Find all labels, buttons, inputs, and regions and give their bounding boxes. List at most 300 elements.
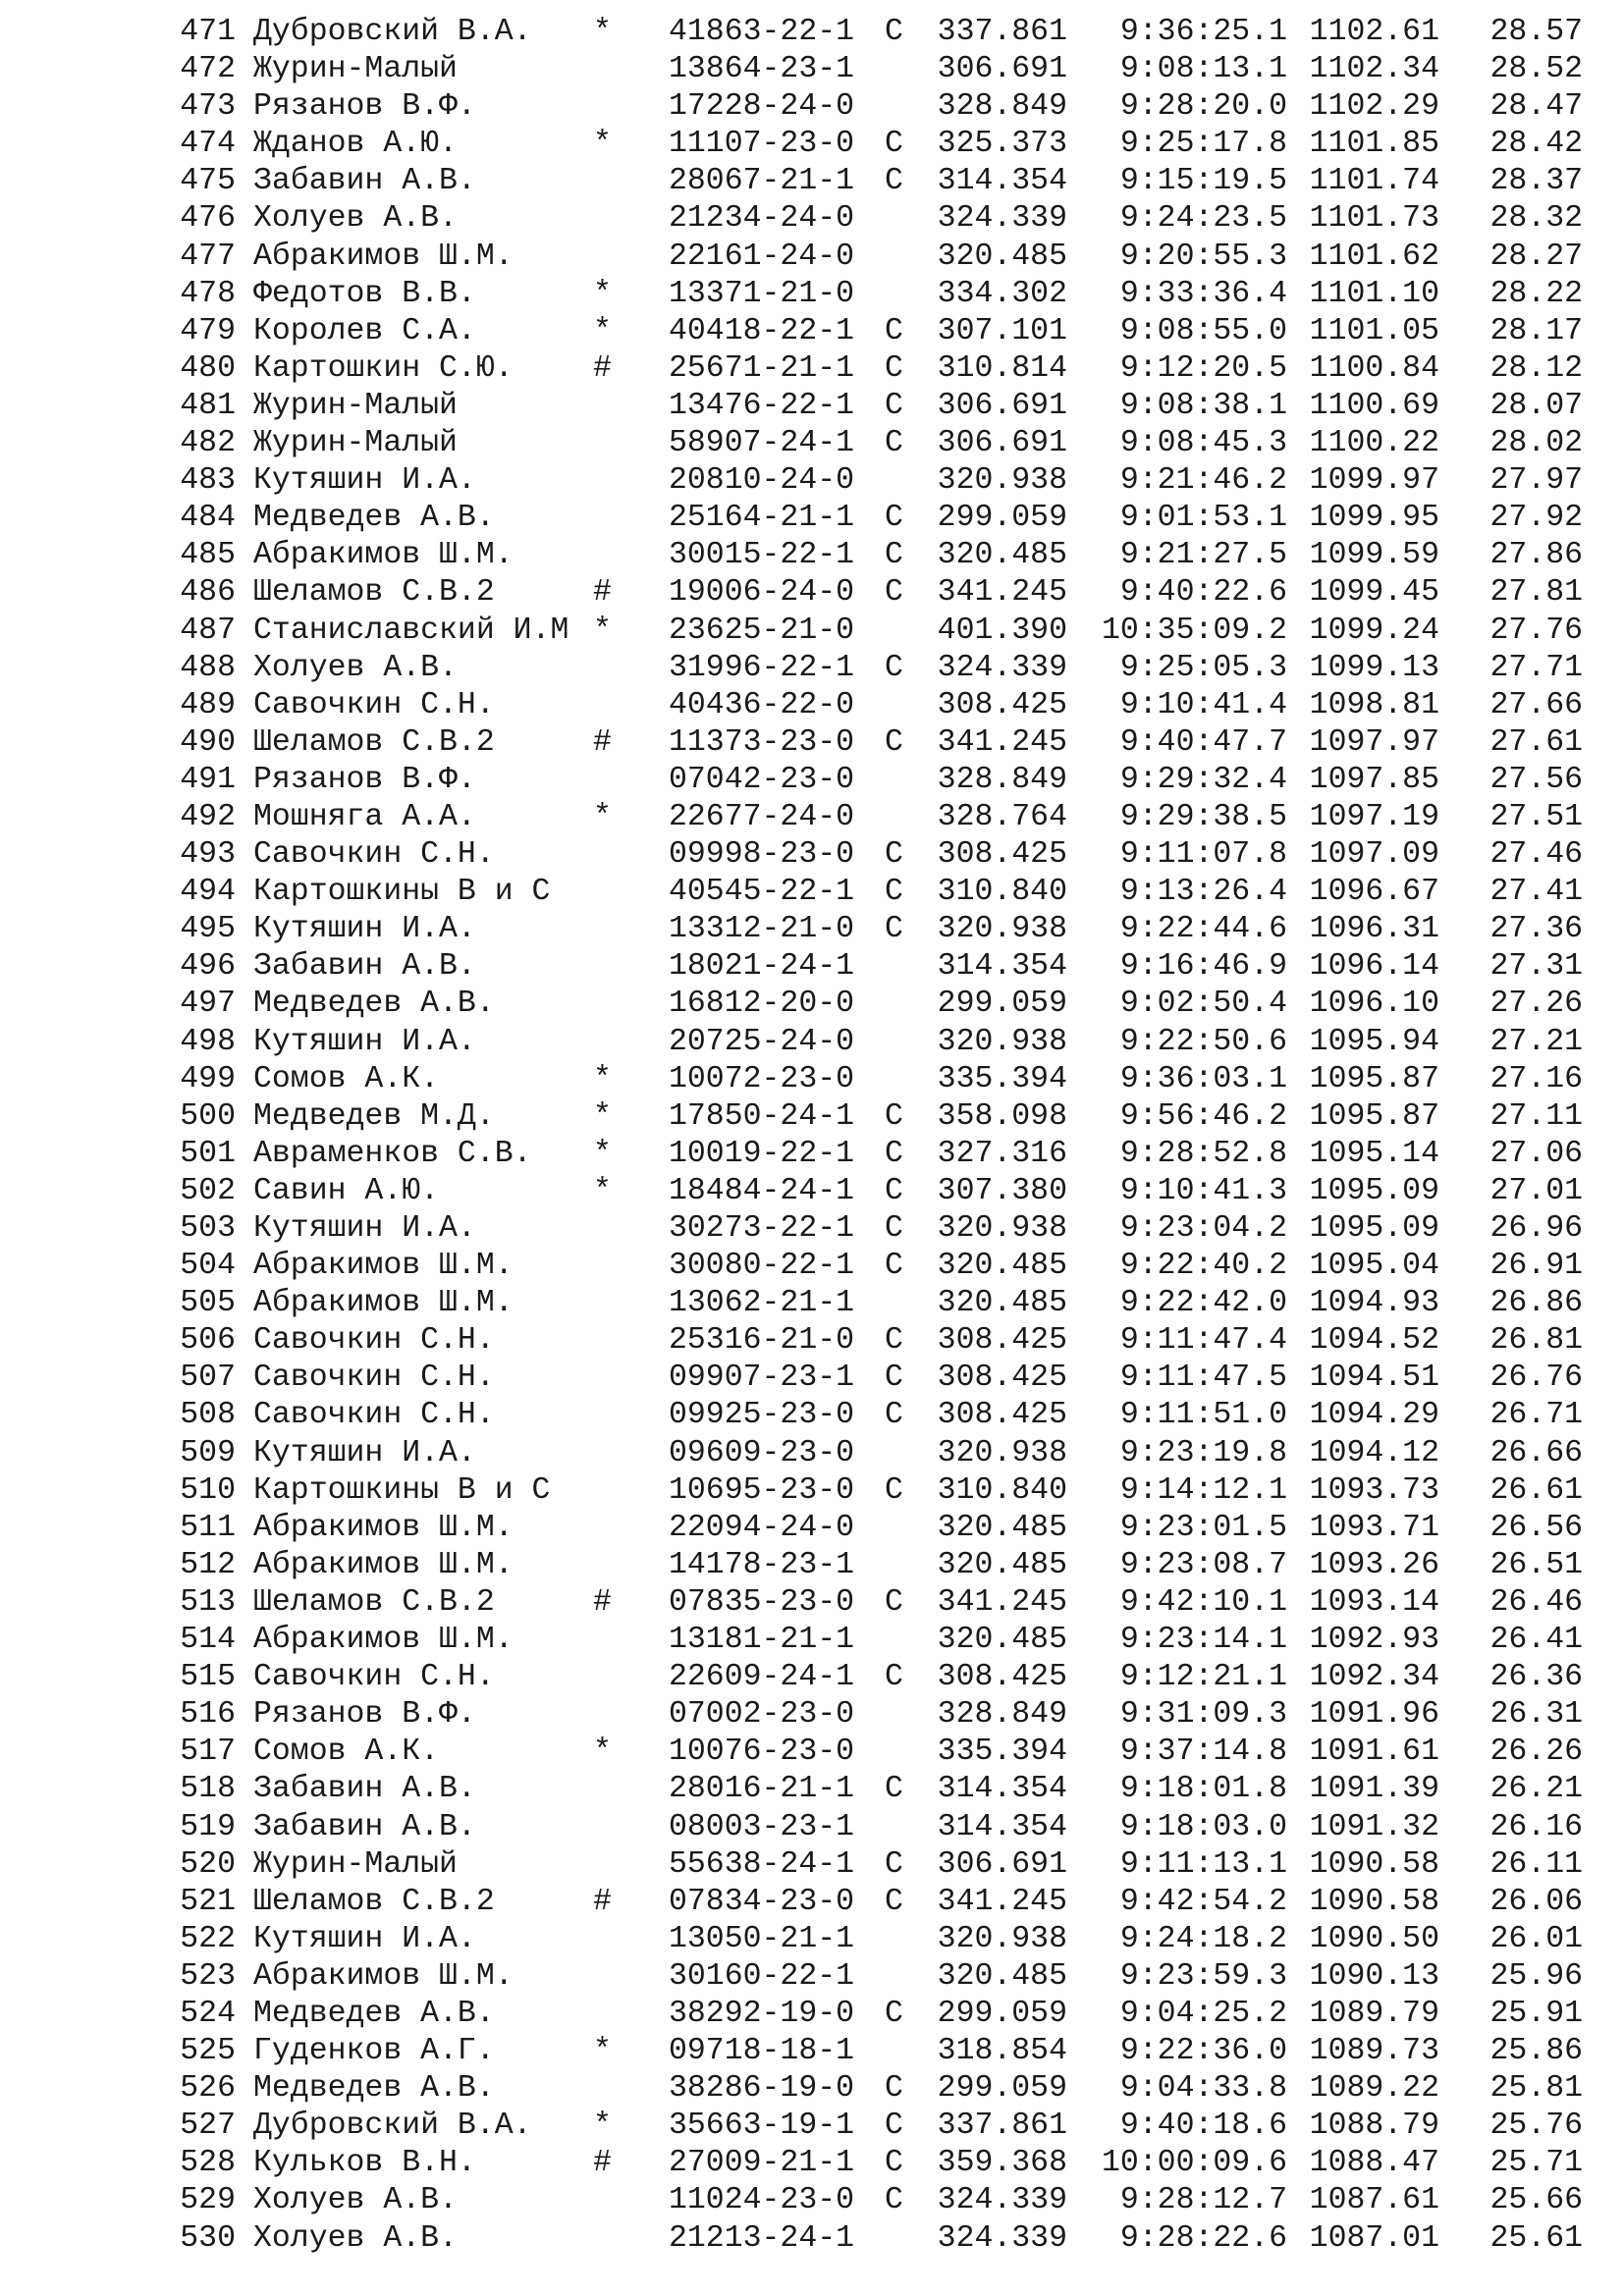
row-number: 530 — [180, 2220, 236, 2256]
table-row — [0, 1136, 1624, 1173]
arrival-time: 9:23:19.8 — [1119, 1435, 1287, 1470]
c-flag: C — [885, 1249, 903, 1284]
ring-number: 16812-20-0 — [669, 987, 855, 1022]
ring-number: 21234-24-0 — [669, 201, 855, 237]
table-row — [0, 1248, 1624, 1285]
row-number: 488 — [180, 650, 236, 685]
arrival-time: 10:35:09.2 — [1101, 613, 1287, 648]
speed-value: 1097.19 — [1309, 799, 1439, 834]
row-number: 478 — [180, 276, 236, 311]
c-flag: C — [885, 575, 903, 611]
participant-name: Савочкин С.Н. — [253, 1398, 495, 1433]
distance-value: 327.316 — [937, 1136, 1067, 1171]
results-table — [0, 14, 1624, 2258]
row-number: 511 — [180, 1510, 236, 1545]
points-value: 28.27 — [1489, 239, 1583, 274]
row-number: 489 — [180, 687, 236, 722]
participant-name: Абракимов Ш.М. — [253, 1510, 514, 1545]
points-value: 27.21 — [1489, 1024, 1583, 1059]
speed-value: 1099.95 — [1309, 501, 1439, 536]
participant-name: Сомов А.К. — [253, 1735, 440, 1770]
row-number: 509 — [180, 1435, 236, 1470]
distance-value: 308.425 — [937, 1398, 1067, 1433]
distance-value: 324.339 — [937, 2220, 1067, 2256]
table-row — [0, 1771, 1624, 1808]
table-row — [0, 14, 1624, 51]
ring-number: 22609-24-1 — [669, 1660, 855, 1695]
participant-name: Шеламов С.В.2 — [253, 1884, 495, 1919]
points-value: 28.02 — [1489, 426, 1583, 461]
participant-mark: * — [593, 1173, 612, 1208]
distance-value: 299.059 — [937, 1996, 1067, 2031]
arrival-time: 9:16:46.9 — [1119, 949, 1287, 985]
arrival-time: 9:08:13.1 — [1119, 52, 1287, 87]
row-number: 513 — [180, 1584, 236, 1620]
participant-name: Жданов А.Ю. — [253, 127, 458, 162]
row-number: 504 — [180, 1249, 236, 1284]
points-value: 25.76 — [1489, 2109, 1583, 2144]
ring-number: 11373-23-0 — [669, 724, 855, 760]
table-row — [0, 2033, 1624, 2070]
arrival-time: 9:29:38.5 — [1119, 799, 1287, 834]
participant-name: Забавин А.В. — [253, 1772, 476, 1807]
ring-number: 40418-22-1 — [669, 313, 855, 348]
distance-value: 318.854 — [937, 2034, 1067, 2069]
points-value: 27.11 — [1489, 1098, 1583, 1134]
table-row — [0, 836, 1624, 874]
ring-number: 19006-24-0 — [669, 575, 855, 611]
ring-number: 11024-23-0 — [669, 2183, 855, 2218]
arrival-time: 9:20:55.3 — [1119, 239, 1287, 274]
points-value: 26.41 — [1489, 1623, 1583, 1658]
points-value: 27.51 — [1489, 799, 1583, 834]
ring-number: 55638-24-1 — [669, 1846, 855, 1882]
table-row — [0, 650, 1624, 687]
points-value: 27.71 — [1489, 650, 1583, 685]
arrival-time: 9:08:55.0 — [1119, 313, 1287, 348]
ring-number: 10072-23-0 — [669, 1061, 855, 1096]
points-value: 26.86 — [1489, 1286, 1583, 1321]
distance-value: 341.245 — [937, 724, 1067, 760]
ring-number: 07835-23-0 — [669, 1584, 855, 1620]
arrival-time: 9:31:09.3 — [1119, 1697, 1287, 1733]
c-flag: C — [885, 1472, 903, 1508]
participant-name: Мошняга А.А. — [253, 799, 476, 834]
speed-value: 1100.69 — [1309, 388, 1439, 423]
row-number: 515 — [180, 1660, 236, 1695]
participant-name: Абракимов Ш.М. — [253, 1286, 514, 1321]
speed-value: 1102.29 — [1309, 89, 1439, 125]
distance-value: 308.425 — [937, 1361, 1067, 1396]
distance-value: 307.380 — [937, 1173, 1067, 1208]
participant-name: Кульков В.Н. — [253, 2146, 476, 2181]
ring-number: 25316-21-0 — [669, 1323, 855, 1359]
c-flag: C — [885, 426, 903, 461]
table-row — [0, 1322, 1624, 1360]
ring-number: 13062-21-1 — [669, 1286, 855, 1321]
speed-value: 1091.61 — [1309, 1735, 1439, 1770]
points-value: 27.06 — [1489, 1136, 1583, 1171]
ring-number: 21213-24-1 — [669, 2220, 855, 2256]
c-flag: C — [885, 2146, 903, 2181]
points-value: 25.61 — [1489, 2220, 1583, 2256]
arrival-time: 9:42:54.2 — [1119, 1884, 1287, 1919]
ring-number: 13312-21-0 — [669, 912, 855, 947]
table-row — [0, 350, 1624, 388]
speed-value: 1095.94 — [1309, 1024, 1439, 1059]
arrival-time: 10:00:09.6 — [1101, 2146, 1287, 2181]
speed-value: 1088.79 — [1309, 2109, 1439, 2144]
speed-value: 1087.61 — [1309, 2183, 1439, 2218]
points-value: 25.86 — [1489, 2034, 1583, 2069]
ring-number: 09718-18-1 — [669, 2034, 855, 2069]
participant-name: Холуев А.В. — [253, 2220, 458, 2256]
points-value: 28.12 — [1489, 350, 1583, 386]
row-number: 484 — [180, 501, 236, 536]
participant-name: Медведев А.В. — [253, 2071, 495, 2107]
speed-value: 1101.10 — [1309, 276, 1439, 311]
table-row — [0, 276, 1624, 313]
table-row — [0, 613, 1624, 650]
arrival-time: 9:36:25.1 — [1119, 15, 1287, 49]
c-flag: C — [885, 1996, 903, 2031]
distance-value: 310.840 — [937, 1472, 1067, 1508]
distance-value: 320.938 — [937, 1921, 1067, 1956]
arrival-time: 9:21:27.5 — [1119, 538, 1287, 573]
table-row — [0, 88, 1624, 126]
distance-value: 335.394 — [937, 1061, 1067, 1096]
participant-name: Савин А.Ю. — [253, 1173, 440, 1208]
ring-number: 10076-23-0 — [669, 1735, 855, 1770]
c-flag: C — [885, 127, 903, 162]
table-row — [0, 2220, 1624, 2258]
distance-value: 314.354 — [937, 164, 1067, 199]
ring-number: 25671-21-1 — [669, 350, 855, 386]
ring-number: 38286-19-0 — [669, 2071, 855, 2107]
speed-value: 1097.85 — [1309, 762, 1439, 797]
speed-value: 1089.73 — [1309, 2034, 1439, 2069]
arrival-time: 9:13:26.4 — [1119, 875, 1287, 910]
ring-number: 35663-19-1 — [669, 2109, 855, 2144]
row-number: 487 — [180, 613, 236, 648]
speed-value: 1095.04 — [1309, 1249, 1439, 1284]
c-flag: C — [885, 1772, 903, 1807]
table-row — [0, 1397, 1624, 1434]
row-number: 512 — [180, 1547, 236, 1582]
ring-number: 17850-24-1 — [669, 1098, 855, 1134]
points-value: 26.96 — [1489, 1211, 1583, 1246]
speed-value: 1096.31 — [1309, 912, 1439, 947]
table-row — [0, 1884, 1624, 1921]
speed-value: 1089.79 — [1309, 1996, 1439, 2031]
ring-number: 18021-24-1 — [669, 949, 855, 985]
row-number: 507 — [180, 1361, 236, 1396]
ring-number: 38292-19-0 — [669, 1996, 855, 2031]
distance-value: 359.368 — [937, 2146, 1067, 2181]
arrival-time: 9:12:21.1 — [1119, 1660, 1287, 1695]
speed-value: 1094.93 — [1309, 1286, 1439, 1321]
ring-number: 07834-23-0 — [669, 1884, 855, 1919]
participant-name: Кутяшин И.А. — [253, 463, 476, 499]
row-number: 493 — [180, 837, 236, 873]
c-flag: C — [885, 650, 903, 685]
row-number: 517 — [180, 1735, 236, 1770]
participant-name: Шеламов С.В.2 — [253, 1584, 495, 1620]
table-row — [0, 1061, 1624, 1098]
distance-value: 320.485 — [937, 1547, 1067, 1582]
participant-name: Кутяшин И.А. — [253, 1435, 476, 1470]
table-row — [0, 1846, 1624, 1884]
row-number: 495 — [180, 912, 236, 947]
participant-name: Савочкин С.Н. — [253, 687, 495, 722]
participant-name: Шеламов С.В.2 — [253, 575, 495, 611]
distance-value: 328.849 — [937, 762, 1067, 797]
arrival-time: 9:24:18.2 — [1119, 1921, 1287, 1956]
speed-value: 1099.59 — [1309, 538, 1439, 573]
row-number: 525 — [180, 2034, 236, 2069]
row-number: 508 — [180, 1398, 236, 1433]
speed-value: 1090.58 — [1309, 1846, 1439, 1882]
participant-mark: # — [593, 350, 612, 386]
participant-name: Савочкин С.Н. — [253, 1660, 495, 1695]
distance-value: 334.302 — [937, 276, 1067, 311]
participant-name: Сомов А.К. — [253, 1061, 440, 1096]
row-number: 476 — [180, 201, 236, 237]
speed-value: 1100.22 — [1309, 426, 1439, 461]
distance-value: 320.938 — [937, 1435, 1067, 1470]
speed-value: 1091.32 — [1309, 1809, 1439, 1844]
arrival-time: 9:14:12.1 — [1119, 1472, 1287, 1508]
participant-name: Кутяшин И.А. — [253, 1211, 476, 1246]
table-row — [0, 1809, 1624, 1846]
ring-number: 20810-24-0 — [669, 463, 855, 499]
points-value: 28.57 — [1489, 15, 1583, 49]
participant-name: Холуев А.В. — [253, 2183, 458, 2218]
speed-value: 1101.62 — [1309, 239, 1439, 274]
distance-value: 320.485 — [937, 1249, 1067, 1284]
row-number: 477 — [180, 239, 236, 274]
arrival-time: 9:08:38.1 — [1119, 388, 1287, 423]
c-flag: C — [885, 1173, 903, 1208]
speed-value: 1091.96 — [1309, 1697, 1439, 1733]
participant-mark: * — [593, 2109, 612, 2144]
speed-value: 1102.34 — [1309, 52, 1439, 87]
row-number: 523 — [180, 1958, 236, 1994]
ring-number: 07042-23-0 — [669, 762, 855, 797]
points-value: 27.86 — [1489, 538, 1583, 573]
participant-mark: * — [593, 1061, 612, 1096]
arrival-time: 9:22:42.0 — [1119, 1286, 1287, 1321]
arrival-time: 9:40:22.6 — [1119, 575, 1287, 611]
distance-value: 335.394 — [937, 1735, 1067, 1770]
participant-name: Картошкины В и С — [253, 875, 551, 910]
table-row — [0, 200, 1624, 238]
speed-value: 1097.97 — [1309, 724, 1439, 760]
speed-value: 1095.14 — [1309, 1136, 1439, 1171]
ring-number: 09998-23-0 — [669, 837, 855, 873]
c-flag: C — [885, 1660, 903, 1695]
c-flag: C — [885, 1884, 903, 1919]
distance-value: 320.938 — [937, 463, 1067, 499]
row-number: 483 — [180, 463, 236, 499]
speed-value: 1090.50 — [1309, 1921, 1439, 1956]
points-value: 27.41 — [1489, 875, 1583, 910]
participant-name: Медведев А.В. — [253, 1996, 495, 2031]
points-value: 26.21 — [1489, 1772, 1583, 1807]
distance-value: 310.814 — [937, 350, 1067, 386]
participant-mark: * — [593, 1136, 612, 1171]
points-value: 25.96 — [1489, 1958, 1583, 1994]
row-number: 490 — [180, 724, 236, 760]
distance-value: 310.840 — [937, 875, 1067, 910]
distance-value: 314.354 — [937, 949, 1067, 985]
participant-name: Журин-Малый — [253, 426, 458, 461]
points-value: 28.32 — [1489, 201, 1583, 237]
table-row — [0, 911, 1624, 948]
ring-number: 09609-23-0 — [669, 1435, 855, 1470]
distance-value: 328.764 — [937, 799, 1067, 834]
row-number: 527 — [180, 2109, 236, 2144]
points-value: 26.11 — [1489, 1846, 1583, 1882]
table-row — [0, 2182, 1624, 2219]
ring-number: 11107-23-0 — [669, 127, 855, 162]
table-row — [0, 687, 1624, 724]
participant-name: Дубровский В.А. — [253, 15, 532, 49]
arrival-time: 9:24:23.5 — [1119, 201, 1287, 237]
row-number: 474 — [180, 127, 236, 162]
ring-number: 28016-21-1 — [669, 1772, 855, 1807]
row-number: 502 — [180, 1173, 236, 1208]
table-row — [0, 163, 1624, 200]
points-value: 27.36 — [1489, 912, 1583, 947]
row-number: 520 — [180, 1846, 236, 1882]
ring-number: 13371-21-0 — [669, 276, 855, 311]
participant-name: Федотов В.В. — [253, 276, 476, 311]
row-number: 471 — [180, 15, 236, 49]
c-flag: C — [885, 15, 903, 49]
speed-value: 1101.05 — [1309, 313, 1439, 348]
points-value: 27.97 — [1489, 463, 1583, 499]
c-flag: C — [885, 2183, 903, 2218]
row-number: 492 — [180, 799, 236, 834]
table-row — [0, 462, 1624, 500]
ring-number: 30160-22-1 — [669, 1958, 855, 1994]
speed-value: 1092.93 — [1309, 1623, 1439, 1658]
distance-value: 341.245 — [937, 1584, 1067, 1620]
participant-mark: * — [593, 15, 612, 49]
arrival-time: 9:11:13.1 — [1119, 1846, 1287, 1882]
speed-value: 1099.24 — [1309, 613, 1439, 648]
speed-value: 1096.10 — [1309, 987, 1439, 1022]
distance-value: 308.425 — [937, 1323, 1067, 1359]
ring-number: 13181-21-1 — [669, 1623, 855, 1658]
ring-number: 31996-22-1 — [669, 650, 855, 685]
ring-number: 30273-22-1 — [669, 1211, 855, 1246]
arrival-time: 9:40:47.7 — [1119, 724, 1287, 760]
c-flag: C — [885, 164, 903, 199]
speed-value: 1087.01 — [1309, 2220, 1439, 2256]
participant-mark: # — [593, 2146, 612, 2181]
distance-value: 306.691 — [937, 388, 1067, 423]
row-number: 497 — [180, 987, 236, 1022]
row-number: 518 — [180, 1772, 236, 1807]
ring-number: 09907-23-1 — [669, 1361, 855, 1396]
arrival-time: 9:04:25.2 — [1119, 1996, 1287, 2031]
speed-value: 1092.34 — [1309, 1660, 1439, 1695]
speed-value: 1093.14 — [1309, 1584, 1439, 1620]
ring-number: 18484-24-1 — [669, 1173, 855, 1208]
arrival-time: 9:29:32.4 — [1119, 762, 1287, 797]
speed-value: 1095.09 — [1309, 1173, 1439, 1208]
participant-name: Журин-Малый — [253, 52, 458, 87]
participant-name: Абракимов Ш.М. — [253, 239, 514, 274]
distance-value: 324.339 — [937, 650, 1067, 685]
c-flag: C — [885, 538, 903, 573]
ring-number: 07002-23-0 — [669, 1697, 855, 1733]
participant-name: Абракимов Ш.М. — [253, 1623, 514, 1658]
participant-name: Шеламов С.В.2 — [253, 724, 495, 760]
row-number: 494 — [180, 875, 236, 910]
speed-value: 1093.26 — [1309, 1547, 1439, 1582]
table-row — [0, 799, 1624, 836]
points-value: 26.16 — [1489, 1809, 1583, 1844]
row-number: 514 — [180, 1623, 236, 1658]
arrival-time: 9:22:40.2 — [1119, 1249, 1287, 1284]
row-number: 524 — [180, 1996, 236, 2031]
speed-value: 1098.81 — [1309, 687, 1439, 722]
speed-value: 1100.84 — [1309, 350, 1439, 386]
table-row — [0, 500, 1624, 537]
row-number: 503 — [180, 1211, 236, 1246]
c-flag: C — [885, 1398, 903, 1433]
table-row — [0, 239, 1624, 276]
points-value: 26.71 — [1489, 1398, 1583, 1433]
c-flag: C — [885, 724, 903, 760]
table-row — [0, 948, 1624, 986]
points-value: 27.26 — [1489, 987, 1583, 1022]
points-value: 26.26 — [1489, 1735, 1583, 1770]
ring-number: 40545-22-1 — [669, 875, 855, 910]
points-value: 27.46 — [1489, 837, 1583, 873]
arrival-time: 9:23:59.3 — [1119, 1958, 1287, 1994]
ring-number: 27009-21-1 — [669, 2146, 855, 2181]
row-number: 506 — [180, 1323, 236, 1359]
ring-number: 13050-21-1 — [669, 1921, 855, 1956]
row-number: 498 — [180, 1024, 236, 1059]
table-row — [0, 1921, 1624, 1958]
points-value: 26.66 — [1489, 1435, 1583, 1470]
c-flag: C — [885, 912, 903, 947]
speed-value: 1094.52 — [1309, 1323, 1439, 1359]
points-value: 28.52 — [1489, 52, 1583, 87]
row-number: 481 — [180, 388, 236, 423]
participant-mark: # — [593, 1884, 612, 1919]
row-number: 510 — [180, 1472, 236, 1508]
participant-name: Рязанов В.Ф. — [253, 1697, 476, 1733]
points-value: 26.36 — [1489, 1660, 1583, 1695]
participant-name: Медведев А.В. — [253, 987, 495, 1022]
arrival-time: 9:23:08.7 — [1119, 1547, 1287, 1582]
participant-name: Абракимов Ш.М. — [253, 538, 514, 573]
distance-value: 358.098 — [937, 1098, 1067, 1134]
participant-name: Савочкин С.Н. — [253, 1323, 495, 1359]
table-row — [0, 2145, 1624, 2182]
distance-value: 320.485 — [937, 239, 1067, 274]
speed-value: 1090.58 — [1309, 1884, 1439, 1919]
participant-name: Авраменков С.В. — [253, 1136, 532, 1171]
c-flag: C — [885, 313, 903, 348]
participant-name: Забавин А.В. — [253, 164, 476, 199]
